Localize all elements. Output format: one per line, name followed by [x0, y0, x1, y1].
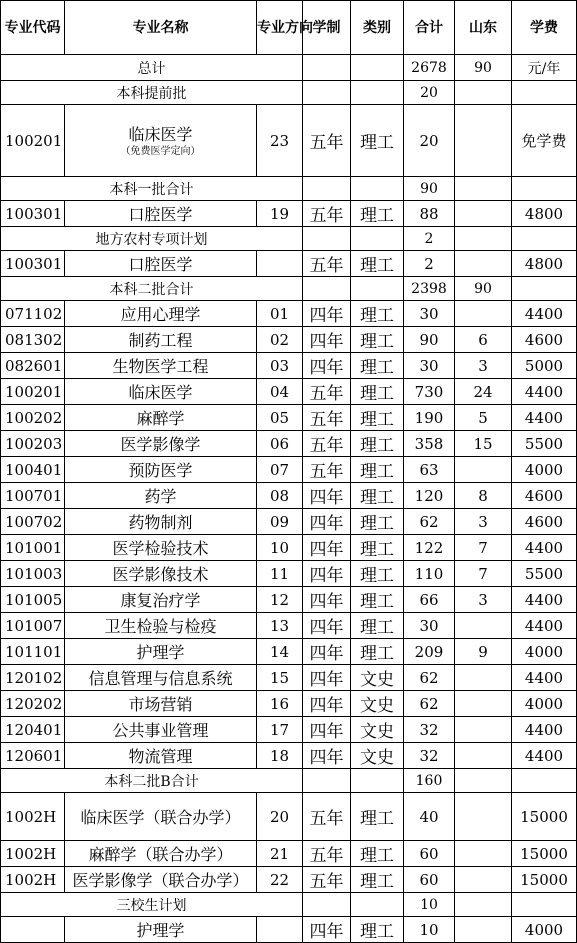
name-cell: 麻醉学（联合办学）: [65, 841, 257, 867]
fee-cell: 5500: [512, 561, 577, 587]
name-cell: 应用心理学: [65, 301, 257, 327]
section-row: [1, 277, 577, 301]
table-row: [1, 917, 577, 943]
shandong-cell: [455, 201, 512, 227]
code-cell: 1002H: [1, 793, 65, 841]
grand-total-label: 总计: [1, 55, 303, 81]
fee-cell: 4600: [512, 327, 577, 353]
header-total: 合计: [404, 1, 455, 55]
fee-unit: 元/年: [512, 55, 577, 81]
category-cell: 理工: [351, 105, 404, 177]
name-cell: 公共事业管理: [65, 717, 257, 743]
shandong-cell: [455, 867, 512, 893]
category-cell: 理工: [351, 535, 404, 561]
direction-cell: 06: [257, 431, 303, 457]
table-row: [1, 665, 577, 691]
shandong-cell: [455, 105, 512, 177]
fee-cell: 15000: [512, 841, 577, 867]
table-row: [1, 535, 577, 561]
years-cell: 四年: [303, 743, 351, 769]
empty-cell: [351, 277, 404, 301]
code-cell: 101005: [1, 587, 65, 613]
category-cell: 理工: [351, 587, 404, 613]
shandong-cell: 9: [455, 639, 512, 665]
name-cell: 医学影像技术: [65, 561, 257, 587]
section-shandong: 90: [455, 277, 512, 301]
name-cell: 预防医学: [65, 457, 257, 483]
category-cell: 理工: [351, 793, 404, 841]
total-cell: 30: [404, 301, 455, 327]
section-label: 地方农村专项计划: [1, 227, 303, 251]
header-years: 学制: [303, 1, 351, 55]
fee-cell: 4400: [512, 587, 577, 613]
years-cell: 四年: [303, 353, 351, 379]
shandong-cell: 7: [455, 561, 512, 587]
code-cell: 100301: [1, 251, 65, 277]
category-cell: 理工: [351, 867, 404, 893]
fee-cell: 15000: [512, 793, 577, 841]
shandong-cell: [455, 841, 512, 867]
direction-cell: 09: [257, 509, 303, 535]
fee-cell: 4800: [512, 251, 577, 277]
empty-cell: [351, 893, 404, 917]
table-row: [1, 509, 577, 535]
empty-cell: [303, 893, 351, 917]
code-cell: 120102: [1, 665, 65, 691]
empty-cell: [512, 227, 577, 251]
name-cell: 口腔医学: [65, 251, 257, 277]
years-cell: 五年: [303, 841, 351, 867]
name-cell: 医学检验技术: [65, 535, 257, 561]
total-cell: 30: [404, 613, 455, 639]
category-cell: 理工: [351, 251, 404, 277]
total-cell: 90: [404, 327, 455, 353]
section-row: [1, 177, 577, 201]
table-row: [1, 793, 577, 841]
fee-cell: 4400: [512, 301, 577, 327]
fee-cell: 4400: [512, 743, 577, 769]
code-cell: 101101: [1, 639, 65, 665]
empty-cell: [303, 769, 351, 793]
category-cell: 理工: [351, 379, 404, 405]
empty-cell: [303, 277, 351, 301]
section-row: [1, 769, 577, 793]
header-row: [1, 1, 577, 55]
name-cell: 麻醉学: [65, 405, 257, 431]
name-cell: 药学: [65, 483, 257, 509]
direction-cell: 10: [257, 535, 303, 561]
table-row: [1, 251, 577, 277]
empty-cell: [351, 769, 404, 793]
empty-cell: [303, 227, 351, 251]
total-cell: 730: [404, 379, 455, 405]
table-row: [1, 301, 577, 327]
table-row: [1, 379, 577, 405]
fee-cell: 免学费: [512, 105, 577, 177]
shandong-cell: [455, 613, 512, 639]
years-cell: 四年: [303, 717, 351, 743]
section-shandong: [455, 81, 512, 105]
direction-cell: 15: [257, 665, 303, 691]
direction-cell: 20: [257, 793, 303, 841]
table-row: [1, 743, 577, 769]
code-cell: 120601: [1, 743, 65, 769]
name-cell: 市场营销: [65, 691, 257, 717]
category-cell: 理工: [351, 561, 404, 587]
direction-cell: 01: [257, 301, 303, 327]
code-cell: 100201: [1, 105, 65, 177]
name-cell: 口腔医学: [65, 201, 257, 227]
table-row: [1, 561, 577, 587]
direction-cell: 11: [257, 561, 303, 587]
direction-cell: 14: [257, 639, 303, 665]
category-cell: 理工: [351, 613, 404, 639]
code-cell: 1002H: [1, 841, 65, 867]
header-category: 类别: [351, 1, 404, 55]
shandong-cell: [455, 793, 512, 841]
section-total: 160: [404, 769, 455, 793]
direction-cell: 13: [257, 613, 303, 639]
section-total: 90: [404, 177, 455, 201]
category-cell: 理工: [351, 431, 404, 457]
years-cell: 五年: [303, 251, 351, 277]
table-row: [1, 201, 577, 227]
fee-cell: 4400: [512, 613, 577, 639]
name-cell: 制药工程: [65, 327, 257, 353]
section-shandong: [455, 769, 512, 793]
table-row: [1, 613, 577, 639]
fee-cell: 4000: [512, 917, 577, 943]
years-cell: 四年: [303, 587, 351, 613]
name-cell: 生物医学工程: [65, 353, 257, 379]
shandong-cell: 5: [455, 405, 512, 431]
empty-cell: [303, 55, 351, 81]
grand-total-shandong: 90: [455, 55, 512, 81]
shandong-cell: [455, 717, 512, 743]
total-cell: 62: [404, 665, 455, 691]
code-cell: 101001: [1, 535, 65, 561]
table-row: [1, 841, 577, 867]
empty-cell: [512, 769, 577, 793]
years-cell: 四年: [303, 613, 351, 639]
total-cell: 209: [404, 639, 455, 665]
direction-cell: 19: [257, 201, 303, 227]
name-cell: 信息管理与信息系统: [65, 665, 257, 691]
empty-cell: [351, 177, 404, 201]
code-cell: 100202: [1, 405, 65, 431]
header-shandong: 山东: [455, 1, 512, 55]
total-cell: 62: [404, 691, 455, 717]
name-cell: 医学影像学: [65, 431, 257, 457]
direction-cell: 07: [257, 457, 303, 483]
fee-cell: 4600: [512, 509, 577, 535]
section-shandong: [455, 227, 512, 251]
category-cell: 理工: [351, 841, 404, 867]
empty-cell: [512, 177, 577, 201]
total-cell: 62: [404, 509, 455, 535]
years-cell: 四年: [303, 917, 351, 943]
years-cell: 五年: [303, 457, 351, 483]
category-cell: 理工: [351, 509, 404, 535]
code-cell: 100701: [1, 483, 65, 509]
section-label: 本科一批合计: [1, 177, 303, 201]
total-cell: 30: [404, 353, 455, 379]
header-fee: 学费: [512, 1, 577, 55]
total-cell: 32: [404, 743, 455, 769]
code-cell: 071102: [1, 301, 65, 327]
direction-cell: [257, 251, 303, 277]
category-cell: 理工: [351, 201, 404, 227]
code-cell: 081302: [1, 327, 65, 353]
shandong-cell: [455, 743, 512, 769]
section-label: 三校生计划: [1, 893, 303, 917]
total-cell: 32: [404, 717, 455, 743]
fee-cell: 4400: [512, 717, 577, 743]
shandong-cell: [455, 691, 512, 717]
shandong-cell: 8: [455, 483, 512, 509]
category-cell: 理工: [351, 483, 404, 509]
major-name: 临床医学: [128, 125, 193, 144]
name-cell: [65, 105, 257, 177]
fee-cell: 4400: [512, 535, 577, 561]
category-cell: 文史: [351, 743, 404, 769]
shandong-cell: 7: [455, 535, 512, 561]
code-cell: 120202: [1, 691, 65, 717]
total-cell: 88: [404, 201, 455, 227]
empty-cell: [351, 81, 404, 105]
code-cell: 100301: [1, 201, 65, 227]
years-cell: 四年: [303, 665, 351, 691]
name-cell: 康复治疗学: [65, 587, 257, 613]
empty-cell: [303, 81, 351, 105]
total-cell: 190: [404, 405, 455, 431]
table-row: [1, 353, 577, 379]
empty-cell: [303, 177, 351, 201]
years-cell: 四年: [303, 327, 351, 353]
empty-cell: [351, 227, 404, 251]
category-cell: 理工: [351, 327, 404, 353]
name-cell: 临床医学（联合办学）: [65, 793, 257, 841]
name-cell: 护理学: [65, 639, 257, 665]
total-cell: 2: [404, 251, 455, 277]
direction-cell: 18: [257, 743, 303, 769]
shandong-cell: 24: [455, 379, 512, 405]
code-cell: 100702: [1, 509, 65, 535]
empty-cell: [512, 893, 577, 917]
direction-cell: [257, 917, 303, 943]
category-cell: 文史: [351, 717, 404, 743]
years-cell: 五年: [303, 867, 351, 893]
empty-cell: [512, 277, 577, 301]
total-cell: 60: [404, 841, 455, 867]
years-cell: 四年: [303, 561, 351, 587]
code-cell: 100401: [1, 457, 65, 483]
shandong-cell: 6: [455, 327, 512, 353]
total-cell: 110: [404, 561, 455, 587]
shandong-cell: [455, 251, 512, 277]
empty-cell: [351, 55, 404, 81]
name-cell: 卫生检验与检疫: [65, 613, 257, 639]
fee-cell: 4400: [512, 665, 577, 691]
direction-cell: 17: [257, 717, 303, 743]
code-cell: 101003: [1, 561, 65, 587]
grand-total-value: 2678: [404, 55, 455, 81]
name-cell: 药物制剂: [65, 509, 257, 535]
direction-cell: 22: [257, 867, 303, 893]
category-cell: 理工: [351, 639, 404, 665]
fee-cell: 4000: [512, 457, 577, 483]
years-cell: 五年: [303, 405, 351, 431]
category-cell: 理工: [351, 917, 404, 943]
table-row: [1, 457, 577, 483]
category-cell: 理工: [351, 405, 404, 431]
category-cell: 理工: [351, 301, 404, 327]
section-total: 20: [404, 81, 455, 105]
category-cell: 理工: [351, 457, 404, 483]
name-cell: 物流管理: [65, 743, 257, 769]
years-cell: 五年: [303, 793, 351, 841]
shandong-cell: [455, 665, 512, 691]
fee-cell: 4800: [512, 201, 577, 227]
code-cell: 101007: [1, 613, 65, 639]
fee-cell: 4000: [512, 639, 577, 665]
years-cell: 五年: [303, 379, 351, 405]
shandong-cell: 3: [455, 587, 512, 613]
years-cell: 四年: [303, 509, 351, 535]
total-cell: 358: [404, 431, 455, 457]
direction-cell: 12: [257, 587, 303, 613]
total-cell: 60: [404, 867, 455, 893]
category-cell: 文史: [351, 691, 404, 717]
section-label: 本科提前批: [1, 81, 303, 105]
shandong-cell: [455, 457, 512, 483]
total-cell: 63: [404, 457, 455, 483]
direction-cell: 16: [257, 691, 303, 717]
section-label: 本科二批合计: [1, 277, 303, 301]
years-cell: 五年: [303, 431, 351, 457]
code-cell: 082601: [1, 353, 65, 379]
total-cell: 20: [404, 105, 455, 177]
section-row: [1, 227, 577, 251]
total-cell: 122: [404, 535, 455, 561]
table-row: [1, 483, 577, 509]
years-cell: 四年: [303, 535, 351, 561]
direction-cell: 03: [257, 353, 303, 379]
name-cell: 护理学: [65, 917, 257, 943]
section-row: [1, 81, 577, 105]
grand-total-row: [1, 55, 577, 81]
section-total: 10: [404, 893, 455, 917]
years-cell: 五年: [303, 105, 351, 177]
code-cell: 100203: [1, 431, 65, 457]
section-total: 2: [404, 227, 455, 251]
fee-cell: 4400: [512, 379, 577, 405]
header-direction: 专业方向: [257, 1, 303, 55]
table-row: [1, 431, 577, 457]
years-cell: 四年: [303, 639, 351, 665]
direction-cell: 21: [257, 841, 303, 867]
direction-cell: 05: [257, 405, 303, 431]
table-row: [1, 405, 577, 431]
direction-cell: 08: [257, 483, 303, 509]
direction-cell: 23: [257, 105, 303, 177]
table-row: [1, 327, 577, 353]
shandong-cell: 3: [455, 509, 512, 535]
fee-cell: 4600: [512, 483, 577, 509]
table-row: [1, 717, 577, 743]
direction-cell: 04: [257, 379, 303, 405]
years-cell: 四年: [303, 483, 351, 509]
fee-cell: 5000: [512, 353, 577, 379]
table-row: [1, 691, 577, 717]
shandong-cell: 3: [455, 353, 512, 379]
table-row: [1, 639, 577, 665]
section-row: [1, 893, 577, 917]
section-shandong: [455, 893, 512, 917]
code-cell: [1, 917, 65, 943]
name-cell: 临床医学: [65, 379, 257, 405]
shandong-cell: [455, 301, 512, 327]
shandong-cell: 15: [455, 431, 512, 457]
years-cell: 四年: [303, 301, 351, 327]
total-cell: 66: [404, 587, 455, 613]
header-name: 专业名称: [65, 1, 257, 55]
empty-cell: [512, 81, 577, 105]
category-cell: 理工: [351, 353, 404, 379]
table-row: [1, 587, 577, 613]
name-cell: 医学影像学（联合办学）: [65, 867, 257, 893]
direction-cell: 02: [257, 327, 303, 353]
section-total: 2398: [404, 277, 455, 301]
major-note: （免费医学定向）: [120, 146, 201, 157]
years-cell: 五年: [303, 201, 351, 227]
total-cell: 120: [404, 483, 455, 509]
fee-cell: 15000: [512, 867, 577, 893]
years-cell: 四年: [303, 691, 351, 717]
code-cell: 120401: [1, 717, 65, 743]
total-cell: 10: [404, 917, 455, 943]
fee-cell: 5500: [512, 431, 577, 457]
table-row: [1, 105, 577, 177]
code-cell: 100201: [1, 379, 65, 405]
header-code: 专业代码: [1, 1, 65, 55]
table-row: [1, 867, 577, 893]
fee-cell: 4400: [512, 405, 577, 431]
section-shandong: [455, 177, 512, 201]
category-cell: 文史: [351, 665, 404, 691]
section-label: 本科二批B合计: [1, 769, 303, 793]
code-cell: 1002H: [1, 867, 65, 893]
shandong-cell: [455, 917, 512, 943]
total-cell: 40: [404, 793, 455, 841]
fee-cell: 4000: [512, 691, 577, 717]
